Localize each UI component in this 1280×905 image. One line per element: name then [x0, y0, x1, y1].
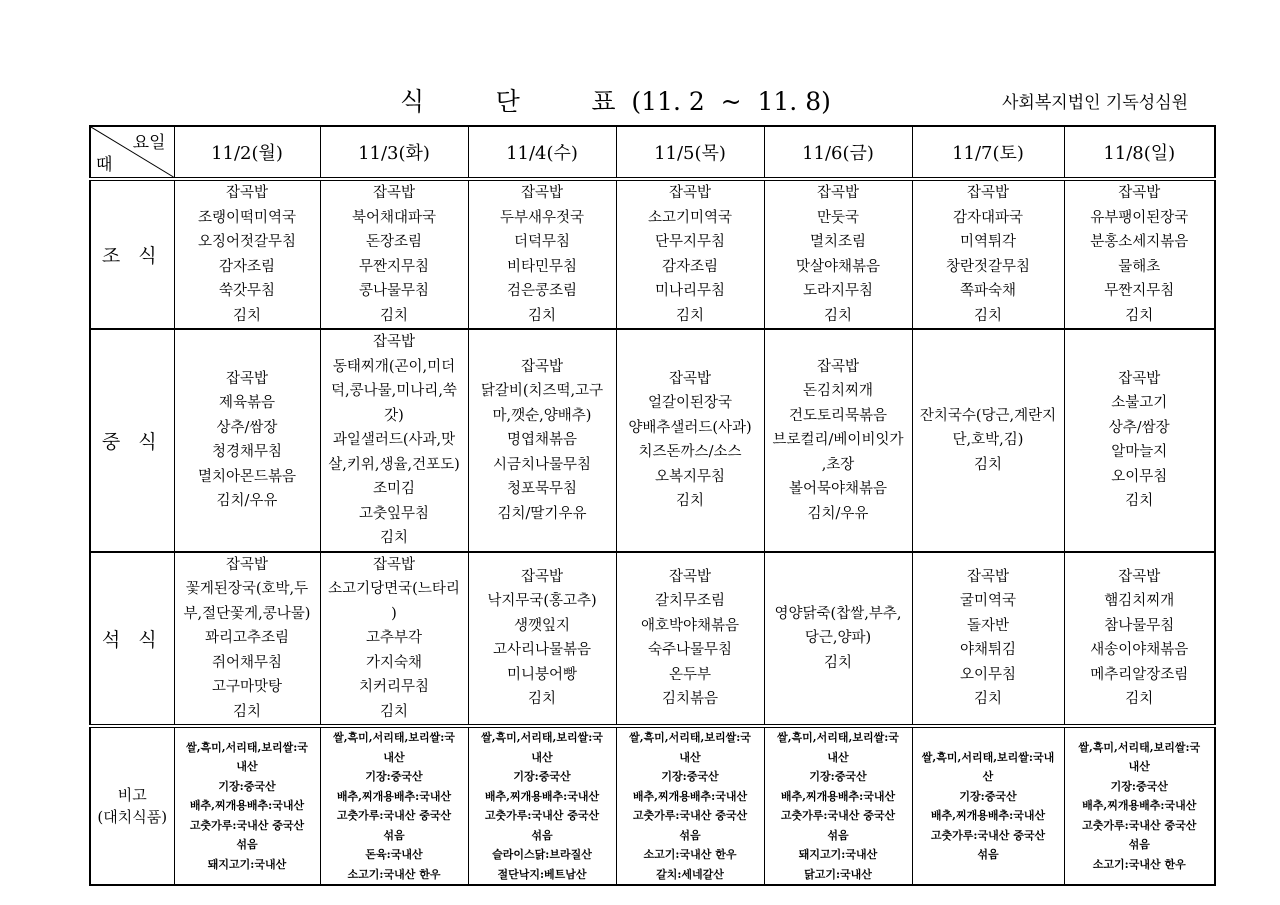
origin-line: 섞음 [383, 828, 405, 842]
origin-line: 내산 [1128, 760, 1150, 774]
origin-line: 기장:중국산 [218, 779, 276, 793]
menu-item: 상추/쌈장 [1108, 419, 1170, 436]
weekly-menu-table [89, 125, 1216, 886]
origin-line: 소고기:국내산 한우 [1092, 857, 1186, 871]
menu-item: 단,호박,김) [952, 432, 1024, 448]
menu-item: 감자조림 [218, 258, 276, 275]
menu-item: 건도토리묵볶음 [788, 407, 888, 424]
menu-item: 오이무침 [1111, 468, 1168, 485]
origin-line: 섞음 [977, 848, 999, 861]
origin-line: 배추,찌개용배추:국내산 [336, 789, 452, 803]
menu-item: 김치 [823, 654, 852, 671]
menu-item: 오징어젓갈무침 [197, 234, 297, 250]
menu-item: 소고기미역국 [647, 209, 733, 226]
menu-item: 돈김치찌개 [802, 383, 874, 399]
day-header: 11/8(일) [1064, 126, 1215, 179]
menu-item: 도라지무침 [802, 283, 874, 299]
notes-label-line1: 비고 [117, 786, 147, 804]
menu-item: 시금치나물무침 [492, 456, 592, 473]
origin-line: 쌀,흑미,서리태,보리쌀:국 [1078, 740, 1201, 754]
origin-line: 고춧가루:국내산 중국산 [632, 809, 748, 822]
menu-item: 김치/딸기우유 [497, 505, 587, 522]
menu-item: 단무지무침 [654, 234, 726, 250]
breakfast-menu-cell [468, 179, 616, 329]
lunch-row [90, 329, 1215, 552]
origin-line: 고춧가루:국내산 중국산 [930, 828, 1046, 842]
lunch-menu-cell [320, 329, 468, 552]
menu-item: 볼어묵야채볶음 [788, 481, 888, 497]
menu-item: 고춧잎무침 [358, 505, 430, 522]
breakfast-menu-cell [764, 179, 912, 329]
origin-line: 산 [982, 770, 994, 783]
dinner-row [90, 552, 1215, 727]
menu-item: 갓) [384, 407, 404, 424]
notes-menu-cell [616, 726, 764, 885]
lunch-menu-cell [1064, 329, 1215, 552]
menu-item: 쑥갓무침 [218, 283, 276, 299]
origin-line: 내산 [827, 750, 849, 764]
day-header: 11/4(수) [468, 126, 616, 179]
origin-line: 배추,찌개용배추:국내산 [632, 789, 748, 803]
menu-item: 김치 [823, 307, 852, 324]
origin-line: 갈치:세네갈산 [656, 867, 724, 881]
menu-item: 과일샐러드(사과,맛 [332, 432, 456, 448]
notes-menu-cell [320, 726, 468, 885]
origin-line: 소고기:국내산 한우 [643, 848, 737, 861]
meal-label-breakfast: 조 식 [90, 179, 174, 329]
origin-line: 쌀,흑미,서리태,보리쌀:국 [777, 731, 899, 744]
menu-item: 김치 [527, 691, 556, 708]
menu-item: 잡곡밥 [966, 568, 1010, 585]
origin-line: 고춧가루:국내산 중국산 [189, 818, 305, 832]
menu-item: 명엽채볶음 [506, 432, 578, 448]
origin-line: 쌀,흑미,서리태,보리쌀:국내 [921, 750, 1055, 764]
notes-menu-cell [468, 726, 616, 885]
menu-item: 돈장조림 [365, 234, 423, 250]
origin-line: 돼지고기:국내산 [798, 848, 878, 861]
menu-item: 상추/쌈장 [216, 419, 278, 436]
lunch-menu-cell [616, 329, 764, 552]
menu-item: 영양닭죽(찹쌀,부추, [774, 605, 902, 622]
menu-item: 오이무침 [959, 666, 1017, 683]
menu-item: 검은콩조림 [506, 283, 578, 299]
day-header: 11/5(목) [616, 126, 764, 179]
menu-item: 잡곡밥 [225, 185, 269, 201]
menu-item: 멸치조림 [809, 234, 867, 250]
menu-item: 부,절단꽃게,콩나물) [183, 605, 311, 622]
menu-item: 잡곡밥 [816, 185, 860, 201]
meal-label-lunch: 중 식 [90, 329, 174, 552]
menu-item: 마,깻순,양배추) [492, 407, 592, 424]
origin-line: 배추,찌개용배추:국내산 [1082, 799, 1197, 813]
menu-item: 잡곡밥 [1118, 370, 1161, 387]
menu-item: 김치 [675, 307, 704, 324]
menu-item: 잡곡밥 [372, 185, 416, 201]
origin-line: 내산 [679, 750, 701, 764]
menu-item: 청포묵무침 [506, 481, 578, 497]
breakfast-menu-cell [320, 179, 468, 329]
lunch-menu-cell [468, 329, 616, 552]
menu-item: 잡곡밥 [372, 556, 416, 573]
menu-item: 김치/우유 [807, 505, 869, 522]
lunch-menu-cell [912, 329, 1064, 552]
origin-line: 섞음 [827, 828, 849, 842]
menu-item: 잡곡밥 [225, 556, 269, 573]
notes-menu-cell [1064, 726, 1215, 885]
header-row [90, 126, 1215, 179]
menu-item: 감자대파국 [952, 209, 1024, 226]
menu-item: 잡곡밥 [668, 568, 712, 585]
dinner-menu-cell [912, 552, 1064, 727]
breakfast-menu-cell [616, 179, 764, 329]
menu-item: 김치 [379, 307, 408, 324]
menu-item: 콩나물무침 [358, 283, 430, 299]
menu-item: 유부팽이된장국 [1090, 209, 1189, 226]
origin-line: 기장:중국산 [1110, 779, 1168, 793]
menu-item: 김치볶음 [661, 691, 719, 708]
menu-item: 잡곡밥 [1118, 185, 1161, 201]
notes-menu-cell [764, 726, 912, 885]
day-header: 11/6(금) [764, 126, 912, 179]
menu-item: 꽈리고추조림 [204, 630, 290, 646]
dinner-menu-cell [468, 552, 616, 727]
menu-item: 꽃게된장국(호박,두 [185, 581, 309, 597]
corner-day-label: 요일 [132, 133, 166, 153]
menu-item: 새송이야채볶음 [1090, 642, 1189, 659]
menu-item: 소불고기 [1111, 395, 1168, 412]
origin-line: 쌀,흑미,서리태,보리쌀:국 [186, 740, 308, 754]
menu-item: 잡곡밥 [816, 358, 860, 375]
origin-line: 기장:중국산 [809, 770, 867, 783]
notes-menu-cell [912, 726, 1064, 885]
origin-line: 섞음 [1128, 838, 1150, 852]
origin-line: 내산 [383, 750, 405, 764]
origin-line: 고춧가루:국내산 중국산 [336, 809, 452, 822]
notes-menu-cell [174, 726, 320, 885]
menu-item: 창란젓갈무침 [945, 258, 1031, 275]
dinner-menu-cell [174, 552, 320, 727]
menu-item: 고사리나물볶음 [492, 642, 592, 659]
menu-item: 굴미역국 [959, 593, 1017, 610]
origin-line: 섞음 [531, 828, 553, 842]
organization-name: 사회복지법인 기독성심원 [1002, 93, 1189, 113]
dinner-menu-cell [764, 552, 912, 727]
menu-item: 청경채무침 [211, 444, 283, 461]
menu-item: 잡곡밥 [668, 185, 712, 201]
menu-item: 고추부각 [365, 630, 423, 646]
origin-line: 슬라이스닭:브라질산 [492, 848, 592, 861]
menu-item: 무짠지무침 [358, 258, 430, 275]
menu-item: 잡곡밥 [520, 358, 564, 375]
origin-line: 절단낙지:베트남산 [497, 867, 587, 881]
menu-item: 얼갈이된장국 [647, 395, 733, 412]
menu-item: 치커리무침 [358, 679, 430, 695]
origin-line: 섞음 [679, 828, 701, 842]
breakfast-row [90, 179, 1215, 329]
menu-item: 가지숙채 [365, 654, 423, 671]
menu-item: 조미김 [372, 481, 416, 497]
menu-item: 오복지무침 [654, 468, 726, 485]
menu-item: ,초장 [821, 456, 855, 473]
origin-line: 기장:중국산 [513, 770, 571, 783]
menu-item: 더덕무침 [513, 234, 571, 250]
origin-line: 고춧가루:국내산 중국산 [780, 809, 896, 822]
origin-line: 배추,찌개용배추:국내산 [189, 799, 305, 813]
dinner-menu-cell [1064, 552, 1215, 727]
origin-line: 쌀,흑미,서리태,보리쌀:국 [481, 731, 603, 744]
origin-line: 고춧가루:국내산 중국산 [484, 809, 600, 822]
notes-row [90, 726, 1215, 885]
meal-label-dinner: 석 식 [90, 552, 174, 727]
dinner-menu-cell [616, 552, 764, 727]
menu-item: 동태찌개(곤이,미더 [332, 358, 456, 375]
lunch-menu-cell [764, 329, 912, 552]
menu-item: 잡곡밥 [1118, 568, 1161, 585]
menu-item: 돌자반 [966, 617, 1010, 634]
menu-item: 잡곡밥 [372, 334, 416, 350]
menu-item: 알마늘지 [1111, 444, 1168, 461]
origin-line: 내산 [236, 760, 258, 774]
menu-item: 숙주나물무침 [647, 642, 733, 659]
menu-item: 조랭이떡미역국 [197, 209, 297, 226]
origin-line: 돈육:국내산 [365, 848, 423, 861]
menu-item: 애호박야채볶음 [640, 617, 740, 634]
menu-item: 야채튀김 [959, 642, 1017, 659]
menu-item: 김치 [1125, 691, 1154, 708]
breakfast-menu-cell [912, 179, 1064, 329]
menu-item: 감자조림 [661, 258, 719, 275]
origin-line: 배추,찌개용배추:국내산 [484, 789, 600, 803]
menu-item: 두부새우젓국 [499, 209, 585, 226]
menu-item: 잡곡밥 [225, 370, 269, 387]
menu-item: 잡곡밥 [520, 185, 564, 201]
menu-item: 미니붕어빵 [506, 666, 578, 683]
origin-line: 배추,찌개용배추:국내산 [780, 789, 896, 803]
origin-line: 닭고기:국내산 [804, 867, 872, 881]
menu-item: 치즈돈까스/소스 [638, 444, 742, 461]
origin-line: 쌀,흑미,서리태,보리쌀:국 [333, 731, 455, 744]
menu-item: 김치 [232, 703, 261, 720]
menu-item: 미나리무침 [654, 283, 726, 299]
breakfast-menu-cell [174, 179, 320, 329]
menu-item: 분홍소세지볶음 [1090, 234, 1189, 250]
menu-item: 잔치국수(당근,계란지 [919, 407, 1057, 424]
origin-line: 섞음 [236, 838, 258, 852]
menu-item: 북어채대파국 [351, 209, 437, 226]
menu-item: 김치 [973, 456, 1002, 473]
menu-item: 고구마맛탕 [211, 679, 283, 695]
menu-item: ) [391, 605, 397, 622]
menu-item: 쥐어채무침 [211, 654, 283, 671]
origin-line: 기장:중국산 [959, 789, 1017, 803]
origin-line: 기장:중국산 [661, 770, 719, 783]
menu-item: 메추리알장조림 [1090, 666, 1189, 683]
day-header: 11/3(화) [320, 126, 468, 179]
origin-line: 기장:중국산 [365, 770, 423, 783]
menu-item: 만둣국 [816, 209, 860, 226]
menu-item: 잡곡밥 [966, 185, 1010, 201]
origin-line: 쌀,흑미,서리태,보리쌀:국 [629, 731, 751, 744]
menu-item: 쪽파숙채 [959, 283, 1017, 299]
menu-item: 낙지무국(홍고추) [487, 593, 597, 610]
day-header: 11/2(월) [174, 126, 320, 179]
menu-item: 비타민무침 [506, 258, 578, 275]
menu-item: 김치/우유 [216, 493, 278, 510]
menu-item: 김치 [973, 691, 1002, 708]
origin-line: 소고기:국내산 한우 [347, 867, 441, 881]
page-title: 식 단 표 (11. 2 ~ 11. 8) [400, 87, 831, 116]
origin-line: 내산 [531, 750, 553, 764]
menu-item: 브로컬리/베이비잇가 [772, 432, 904, 448]
menu-item: 덕,콩나물,미나리,쑥 [331, 383, 457, 399]
dinner-menu-cell [320, 552, 468, 727]
menu-item: 김치 [1125, 307, 1154, 324]
menu-item: 양배추샐러드(사과) [628, 419, 752, 436]
menu-item: 김치 [973, 307, 1002, 324]
menu-item: 당근,양파) [804, 630, 872, 646]
meal-label-notes [90, 726, 174, 885]
breakfast-menu-cell [1064, 179, 1215, 329]
menu-item: 김치 [379, 703, 408, 720]
menu-item: 김치 [1125, 493, 1154, 510]
notes-label-line2: (대치식품) [97, 808, 168, 826]
menu-item: 무짠지무침 [1104, 283, 1175, 299]
menu-item: 닭갈비(치즈떡,고구 [480, 383, 604, 399]
menu-item: 김치 [379, 530, 408, 546]
menu-item: 잡곡밥 [668, 370, 712, 387]
day-header: 11/7(토) [912, 126, 1064, 179]
menu-item: 온두부 [668, 666, 712, 683]
menu-item: 맛살야채볶음 [795, 258, 881, 275]
menu-item: 멸치아몬드볶음 [197, 468, 297, 485]
origin-line: 돼지고기:국내산 [207, 857, 287, 871]
origin-line: 배추,찌개용배추:국내산 [930, 809, 1046, 822]
corner-meal-label: 때 [96, 155, 113, 175]
menu-item: 잡곡밥 [520, 568, 564, 585]
menu-item: 물해초 [1118, 258, 1161, 275]
menu-item: 소고기당면국(느타리 [328, 581, 460, 597]
menu-item: 참나물무침 [1104, 617, 1175, 634]
origin-line: 고춧가루:국내산 중국산 [1082, 818, 1197, 832]
menu-item: 제육볶음 [218, 395, 276, 412]
menu-item: 살,키위,생율,건포도) [328, 456, 460, 473]
corner-cell [90, 126, 174, 179]
menu-item: 햄김치찌개 [1104, 593, 1175, 610]
menu-item: 갈치무조림 [654, 593, 726, 610]
menu-item: 미역튀각 [959, 234, 1017, 250]
menu-item: 김치 [675, 493, 704, 510]
menu-item: 생깻잎지 [513, 617, 571, 634]
menu-item: 김치 [527, 307, 556, 324]
menu-item: 김치 [232, 307, 261, 324]
lunch-menu-cell [174, 329, 320, 552]
